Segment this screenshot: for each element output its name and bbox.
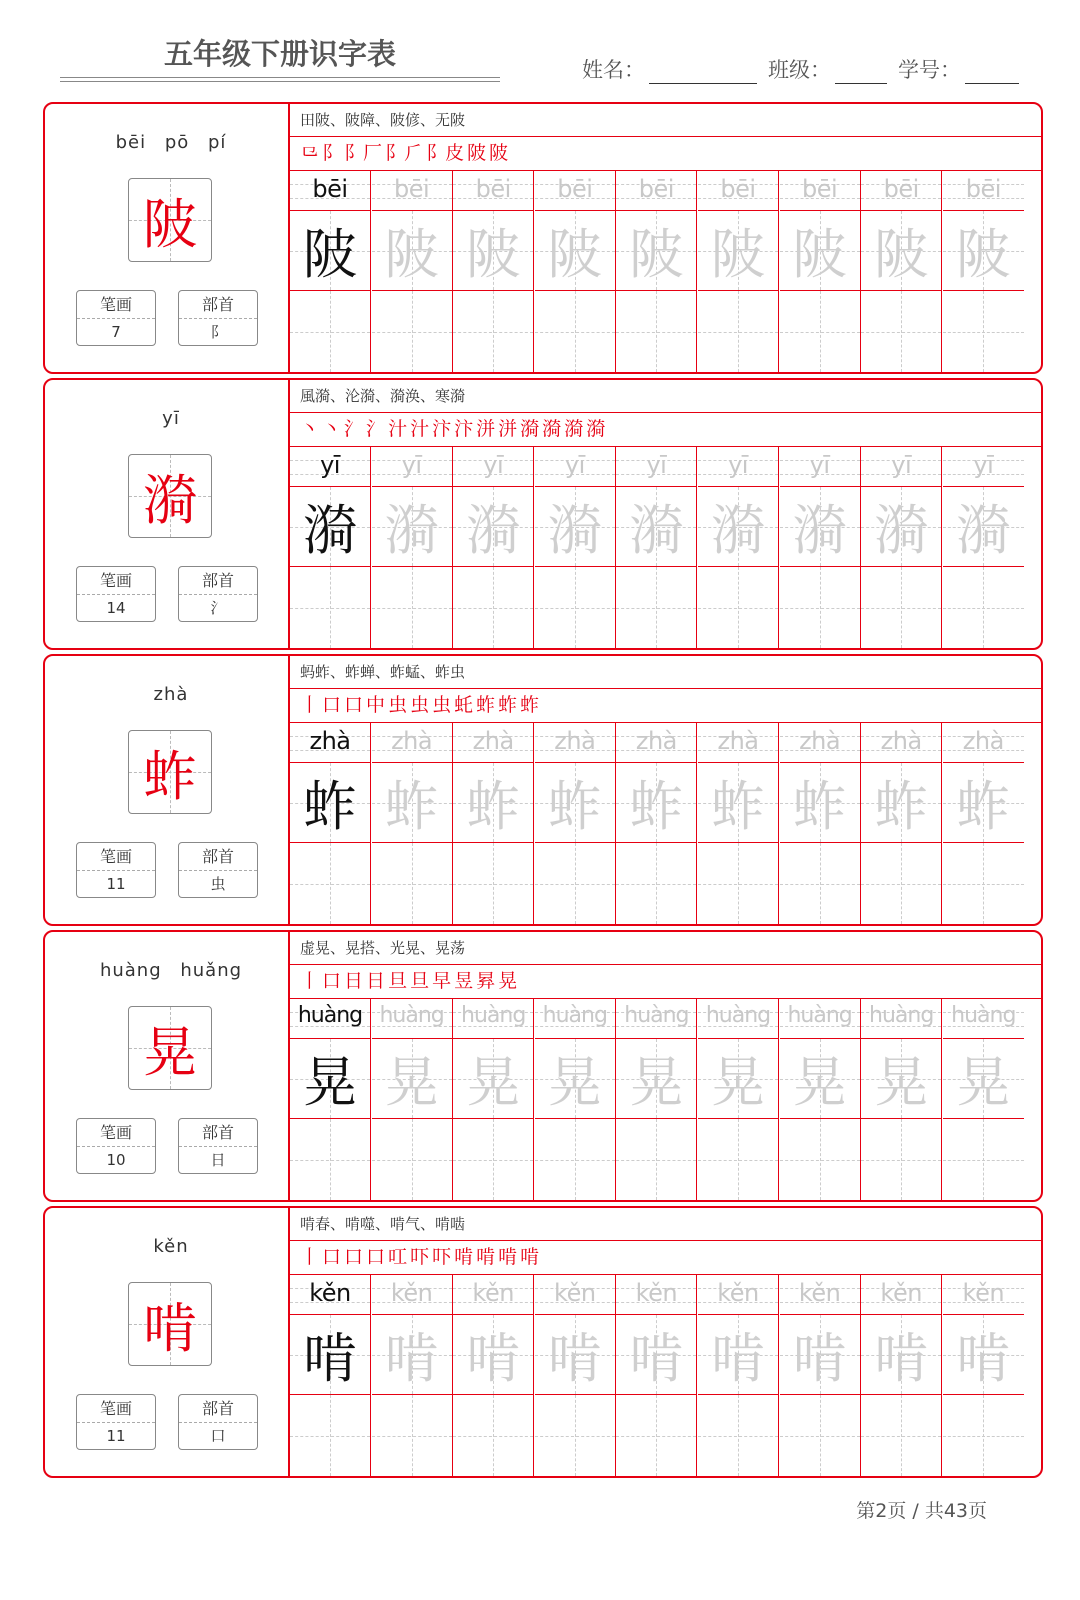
stroke-count-value: 7	[111, 323, 121, 341]
practice-area	[288, 1208, 1041, 1476]
pinyin-cell[interactable]: kěn	[372, 1275, 453, 1315]
example-words: 風漪、沦漪、漪涣、寒漪	[290, 380, 1041, 413]
tracing-cell[interactable]: 蚱	[780, 763, 861, 843]
stroke-step: 陂	[489, 142, 509, 164]
card-info-panel	[45, 380, 297, 648]
character-card	[43, 930, 1043, 1202]
class-field	[768, 54, 887, 84]
stroke-step: 日	[344, 970, 364, 992]
tracing-cell[interactable]: 陂	[943, 211, 1024, 291]
example-words: 虚晃、晃搭、光晃、晃荡	[290, 932, 1041, 965]
model-character: 陂	[143, 192, 197, 256]
practice-area	[288, 932, 1041, 1200]
stroke-count-value: 14	[106, 599, 126, 617]
tracing-cell[interactable]: 啃	[943, 1315, 1024, 1395]
stroke-step: 吓	[432, 1246, 452, 1268]
pinyin-cell[interactable]: yī	[616, 447, 697, 487]
model-character-box	[128, 178, 212, 262]
radical-label: 部首	[179, 291, 257, 319]
name-label: 姓名：	[582, 58, 645, 82]
pinyin-cell[interactable]: yī	[453, 447, 534, 487]
tracing-cell[interactable]: 晃	[290, 1039, 371, 1119]
stroke-step: 中	[366, 694, 386, 716]
tracing-cell[interactable]: 晃	[535, 1039, 616, 1119]
tracing-cell[interactable]: 啃	[290, 1315, 371, 1395]
pinyin-cell[interactable]: yī	[698, 447, 779, 487]
stroke-step: 昪	[476, 970, 496, 992]
tracing-cell[interactable]: 晃	[861, 1039, 942, 1119]
writing-cell[interactable]	[780, 843, 861, 924]
stroke-step: 旦	[388, 970, 408, 992]
tracing-cell[interactable]: 晃	[372, 1039, 453, 1119]
stroke-step: 啃	[498, 1246, 518, 1268]
stroke-count-label: 笔画	[77, 1119, 155, 1147]
number-field	[898, 54, 1019, 84]
tracing-cell[interactable]: 啃	[780, 1315, 861, 1395]
stroke-step: 氵	[366, 418, 386, 440]
tracing-cell[interactable]: 晃	[616, 1039, 697, 1119]
writing-cell[interactable]	[861, 843, 942, 924]
model-character-box	[128, 730, 212, 814]
writing-cell[interactable]	[372, 291, 453, 372]
practice-grid	[290, 723, 1041, 924]
writing-cell[interactable]	[780, 1119, 861, 1200]
stroke-step: 洴	[476, 418, 496, 440]
stroke-count-value: 10	[106, 1151, 126, 1169]
tracing-cell[interactable]: 啃	[861, 1315, 942, 1395]
tracing-cell[interactable]: 漪	[453, 487, 534, 567]
stroke-step: 阝⺁	[385, 142, 424, 164]
stroke-count-box	[76, 842, 156, 898]
writing-cell[interactable]	[453, 1395, 534, 1476]
tracing-cell[interactable]: 漪	[372, 487, 453, 567]
pinyin-cell[interactable]: kěn	[780, 1275, 861, 1315]
tracing-cell[interactable]: 漪	[943, 487, 1024, 567]
stroke-step: 啃	[520, 1246, 540, 1268]
stroke-order	[290, 1240, 1041, 1275]
pinyin-cell[interactable]: bēi	[453, 171, 534, 211]
stroke-step: 汁	[388, 418, 408, 440]
tracing-cell[interactable]: 啃	[535, 1315, 616, 1395]
character-card	[43, 102, 1043, 374]
stroke-order	[290, 412, 1041, 447]
card-info-panel	[45, 1208, 297, 1476]
tracing-cell[interactable]: 蚱	[535, 763, 616, 843]
radical-value: 口	[210, 1427, 226, 1445]
stroke-step: 汴	[432, 418, 452, 440]
character-card	[43, 378, 1043, 650]
pinyin-cell[interactable]: huàng	[372, 999, 453, 1039]
writing-cell[interactable]	[290, 291, 371, 372]
character-card	[43, 654, 1043, 926]
stroke-count-box	[76, 290, 156, 346]
stroke-step: 汴	[454, 418, 474, 440]
stroke-count-label: 笔画	[77, 291, 155, 319]
pinyin-cell[interactable]: yī	[943, 447, 1024, 487]
stroke-count-box	[76, 1394, 156, 1450]
card-info-panel	[45, 932, 297, 1200]
pinyin-readings: huàng huǎng	[99, 960, 243, 981]
tracing-cell[interactable]: 漪	[780, 487, 861, 567]
stroke-step: 汁	[410, 418, 430, 440]
writing-cell[interactable]	[372, 1119, 453, 1200]
pinyin-cell[interactable]: kěn	[290, 1275, 371, 1315]
writing-cell[interactable]	[698, 1119, 779, 1200]
model-character-box	[128, 1006, 212, 1090]
writing-cell[interactable]	[372, 1395, 453, 1476]
tracing-cell[interactable]: 漪	[698, 487, 779, 567]
tracing-cell[interactable]: 漪	[616, 487, 697, 567]
example-words: 蚂蚱、蚱蝉、蚱蜢、蚱虫	[290, 656, 1041, 689]
radical-label: 部首	[179, 843, 257, 871]
stroke-step: 吓	[410, 1246, 430, 1268]
pinyin-readings: kěn	[153, 1236, 189, 1257]
tracing-cell[interactable]: 晃	[780, 1039, 861, 1119]
practice-area	[288, 104, 1041, 372]
stroke-count-box	[76, 566, 156, 622]
writing-cell[interactable]	[453, 1119, 534, 1200]
name-field	[582, 54, 757, 84]
radical-value: 氵	[210, 599, 226, 617]
tracing-cell[interactable]: 蚱	[290, 763, 371, 843]
tracing-cell[interactable]: 陂	[616, 211, 697, 291]
radical-label: 部首	[179, 567, 257, 595]
tracing-cell[interactable]: 蚱	[616, 763, 697, 843]
radical-value: 阝	[210, 323, 226, 341]
character-card	[43, 1206, 1043, 1478]
tracing-cell[interactable]: 蚱	[372, 763, 453, 843]
writing-cell[interactable]	[698, 843, 779, 924]
stroke-step: 丶	[300, 418, 320, 440]
example-words: 啃春、啃噬、啃气、啃啮	[290, 1208, 1041, 1241]
writing-cell[interactable]	[698, 567, 779, 648]
pinyin-cell[interactable]: huàng	[780, 999, 861, 1039]
pinyin-cell[interactable]: huàng	[698, 999, 779, 1039]
practice-area	[288, 656, 1041, 924]
stroke-count-label: 笔画	[77, 843, 155, 871]
stroke-step: 丶	[322, 418, 342, 440]
writing-cell[interactable]	[290, 1119, 371, 1200]
pinyin-cell[interactable]: kěn	[616, 1275, 697, 1315]
stroke-step: 口	[322, 970, 342, 992]
tracing-cell[interactable]: 漪	[535, 487, 616, 567]
writing-cell[interactable]	[861, 567, 942, 648]
tracing-cell[interactable]: 啃	[698, 1315, 779, 1395]
stroke-count-label: 笔画	[77, 1395, 155, 1423]
practice-grid	[290, 1275, 1041, 1476]
stroke-step: 丨	[300, 694, 320, 716]
tracing-cell[interactable]: 陂	[290, 211, 371, 291]
writing-cell[interactable]	[453, 567, 534, 648]
writing-cell[interactable]	[535, 1119, 616, 1200]
writing-cell[interactable]	[535, 567, 616, 648]
writing-cell[interactable]	[943, 843, 1024, 924]
stroke-count-box	[76, 1118, 156, 1174]
pinyin-cell[interactable]: huàng	[943, 999, 1024, 1039]
writing-cell[interactable]	[943, 1119, 1024, 1200]
tracing-cell[interactable]: 啃	[453, 1315, 534, 1395]
pinyin-cell[interactable]: zhà	[616, 723, 697, 763]
writing-cell[interactable]	[698, 1395, 779, 1476]
stroke-step: ⺋	[300, 142, 320, 164]
pinyin-cell[interactable]: yī	[861, 447, 942, 487]
writing-cell[interactable]	[943, 291, 1024, 372]
pinyin-cell[interactable]: yī	[535, 447, 616, 487]
page-number: 第2页 / 共43页	[856, 1500, 987, 1522]
writing-cell[interactable]	[535, 843, 616, 924]
stroke-step: 漪	[520, 418, 540, 440]
radical-box	[178, 1394, 258, 1450]
writing-cell[interactable]	[616, 567, 697, 648]
pinyin-cell[interactable]: bēi	[698, 171, 779, 211]
writing-cell[interactable]	[616, 843, 697, 924]
pinyin-cell[interactable]: bēi	[616, 171, 697, 211]
stroke-count-value: 11	[106, 1427, 126, 1445]
stroke-step: 虫	[432, 694, 452, 716]
practice-grid	[290, 171, 1041, 372]
tracing-cell[interactable]: 陂	[698, 211, 779, 291]
pinyin-cell[interactable]: yī	[780, 447, 861, 487]
radical-label: 部首	[179, 1119, 257, 1147]
pinyin-cell[interactable]: zhà	[943, 723, 1024, 763]
model-character-box	[128, 1282, 212, 1366]
pinyin-readings: bēi pō pí	[115, 132, 227, 153]
pinyin-cell[interactable]: zhà	[698, 723, 779, 763]
model-character-box	[128, 454, 212, 538]
tracing-cell[interactable]: 漪	[290, 487, 371, 567]
tracing-cell[interactable]: 啃	[372, 1315, 453, 1395]
writing-cell[interactable]	[290, 843, 371, 924]
radical-box	[178, 290, 258, 346]
title-rule	[60, 77, 500, 82]
stroke-step: 阝⼚	[344, 142, 383, 164]
name-blank[interactable]	[649, 61, 757, 84]
writing-cell[interactable]	[780, 1395, 861, 1476]
model-character: 蚱	[143, 744, 197, 808]
writing-cell[interactable]	[453, 291, 534, 372]
pinyin-cell[interactable]: kěn	[453, 1275, 534, 1315]
writing-cell[interactable]	[290, 567, 371, 648]
stroke-step: 漪	[542, 418, 562, 440]
page-title: 五年级下册识字表	[163, 37, 396, 71]
tracing-cell[interactable]: 蚱	[698, 763, 779, 843]
tracing-cell[interactable]: 漪	[861, 487, 942, 567]
tracing-cell[interactable]: 陂	[780, 211, 861, 291]
writing-cell[interactable]	[372, 843, 453, 924]
stroke-step: 漪	[564, 418, 584, 440]
pinyin-cell[interactable]: kěn	[943, 1275, 1024, 1315]
stroke-step: 虫	[388, 694, 408, 716]
tracing-cell[interactable]: 蚱	[943, 763, 1024, 843]
pinyin-cell[interactable]: zhà	[290, 723, 371, 763]
tracing-cell[interactable]: 蚱	[861, 763, 942, 843]
stroke-step: 蚱	[476, 694, 496, 716]
practice-grid	[290, 999, 1041, 1200]
class-label: 班级：	[768, 58, 831, 82]
pinyin-readings: zhà	[153, 684, 189, 705]
writing-cell[interactable]	[372, 567, 453, 648]
writing-cell[interactable]	[861, 291, 942, 372]
practice-area	[288, 380, 1041, 648]
card-info-panel	[45, 104, 297, 372]
pinyin-cell[interactable]: huàng	[616, 999, 697, 1039]
tracing-cell[interactable]: 啃	[616, 1315, 697, 1395]
stroke-step: 晃	[498, 970, 518, 992]
tracing-cell[interactable]: 晃	[453, 1039, 534, 1119]
pinyin-cell[interactable]: yī	[372, 447, 453, 487]
writing-cell[interactable]	[861, 1395, 942, 1476]
pinyin-cell[interactable]: kěn	[535, 1275, 616, 1315]
number-label: 学号：	[898, 58, 961, 82]
stroke-step: 叿	[388, 1246, 408, 1268]
stroke-step: 口	[344, 694, 364, 716]
stroke-step: 丨	[300, 970, 320, 992]
pinyin-cell[interactable]: bēi	[943, 171, 1024, 211]
pinyin-cell[interactable]: zhà	[453, 723, 534, 763]
writing-cell[interactable]	[780, 291, 861, 372]
model-character: 啃	[143, 1296, 197, 1360]
pinyin-cell[interactable]: huàng	[861, 999, 942, 1039]
pinyin-cell[interactable]: bēi	[861, 171, 942, 211]
pinyin-cell[interactable]: bēi	[372, 171, 453, 211]
stroke-count-value: 11	[106, 875, 126, 893]
stroke-step: 昱	[454, 970, 474, 992]
pinyin-cell[interactable]: yī	[290, 447, 371, 487]
example-words: 田陂、陂障、陂偐、无陂	[290, 104, 1041, 137]
writing-cell[interactable]	[290, 1395, 371, 1476]
stroke-step: 啃	[476, 1246, 496, 1268]
pinyin-cell[interactable]: zhà	[372, 723, 453, 763]
writing-cell[interactable]	[616, 1119, 697, 1200]
radical-box	[178, 1118, 258, 1174]
writing-cell[interactable]	[535, 291, 616, 372]
writing-cell[interactable]	[535, 1395, 616, 1476]
radical-box	[178, 842, 258, 898]
writing-cell[interactable]	[861, 1119, 942, 1200]
stroke-step: 阝	[322, 142, 342, 164]
pinyin-cell[interactable]: zhà	[780, 723, 861, 763]
stroke-step: 洴	[498, 418, 518, 440]
pinyin-cell[interactable]: huàng	[290, 999, 371, 1039]
stroke-step: 虴	[454, 694, 474, 716]
stroke-step: 丨	[300, 1246, 320, 1268]
radical-label: 部首	[179, 1395, 257, 1423]
pinyin-cell[interactable]: bēi	[290, 171, 371, 211]
stroke-order	[290, 964, 1041, 999]
writing-cell[interactable]	[943, 1395, 1024, 1476]
stroke-step: 陂	[467, 142, 487, 164]
stroke-step: 蚱	[520, 694, 540, 716]
tracing-cell[interactable]: 陂	[453, 211, 534, 291]
tracing-cell[interactable]: 陂	[372, 211, 453, 291]
tracing-cell[interactable]: 晃	[698, 1039, 779, 1119]
pinyin-cell[interactable]: kěn	[861, 1275, 942, 1315]
pinyin-cell[interactable]: bēi	[780, 171, 861, 211]
stroke-step: 漪	[586, 418, 606, 440]
stroke-step: 口	[322, 1246, 342, 1268]
stroke-step: 口	[366, 1246, 386, 1268]
writing-cell[interactable]	[616, 1395, 697, 1476]
stroke-step: 蚱	[498, 694, 518, 716]
stroke-step: 口	[344, 1246, 364, 1268]
pinyin-cell[interactable]: bēi	[535, 171, 616, 211]
stroke-order	[290, 688, 1041, 723]
tracing-cell[interactable]: 晃	[943, 1039, 1024, 1119]
stroke-step: 旦	[410, 970, 430, 992]
stroke-step: 啃	[454, 1246, 474, 1268]
pinyin-cell[interactable]: huàng	[453, 999, 534, 1039]
writing-cell[interactable]	[453, 843, 534, 924]
radical-value: 虫	[210, 875, 226, 893]
writing-cell[interactable]	[780, 567, 861, 648]
stroke-step: 早	[432, 970, 452, 992]
class-blank[interactable]	[835, 61, 887, 84]
pinyin-cell[interactable]: zhà	[535, 723, 616, 763]
stroke-step: 阝⽪	[426, 142, 465, 164]
writing-cell[interactable]	[616, 291, 697, 372]
pinyin-cell[interactable]: kěn	[698, 1275, 779, 1315]
writing-cell[interactable]	[943, 567, 1024, 648]
pinyin-readings: yī	[162, 408, 180, 429]
stroke-step: 氵	[344, 418, 364, 440]
card-info-panel	[45, 656, 297, 924]
number-blank[interactable]	[965, 61, 1019, 84]
stroke-count-label: 笔画	[77, 567, 155, 595]
stroke-step: 日	[366, 970, 386, 992]
tracing-cell[interactable]: 蚱	[453, 763, 534, 843]
practice-grid	[290, 447, 1041, 648]
pinyin-cell[interactable]: huàng	[535, 999, 616, 1039]
tracing-cell[interactable]: 陂	[861, 211, 942, 291]
stroke-step: 口	[322, 694, 342, 716]
model-character: 漪	[143, 468, 197, 532]
radical-box	[178, 566, 258, 622]
radical-value: 日	[210, 1151, 226, 1169]
pinyin-cell[interactable]: zhà	[861, 723, 942, 763]
tracing-cell[interactable]: 陂	[535, 211, 616, 291]
stroke-order	[290, 136, 1041, 171]
model-character: 晃	[143, 1020, 197, 1084]
stroke-step: 虫	[410, 694, 430, 716]
writing-cell[interactable]	[698, 291, 779, 372]
